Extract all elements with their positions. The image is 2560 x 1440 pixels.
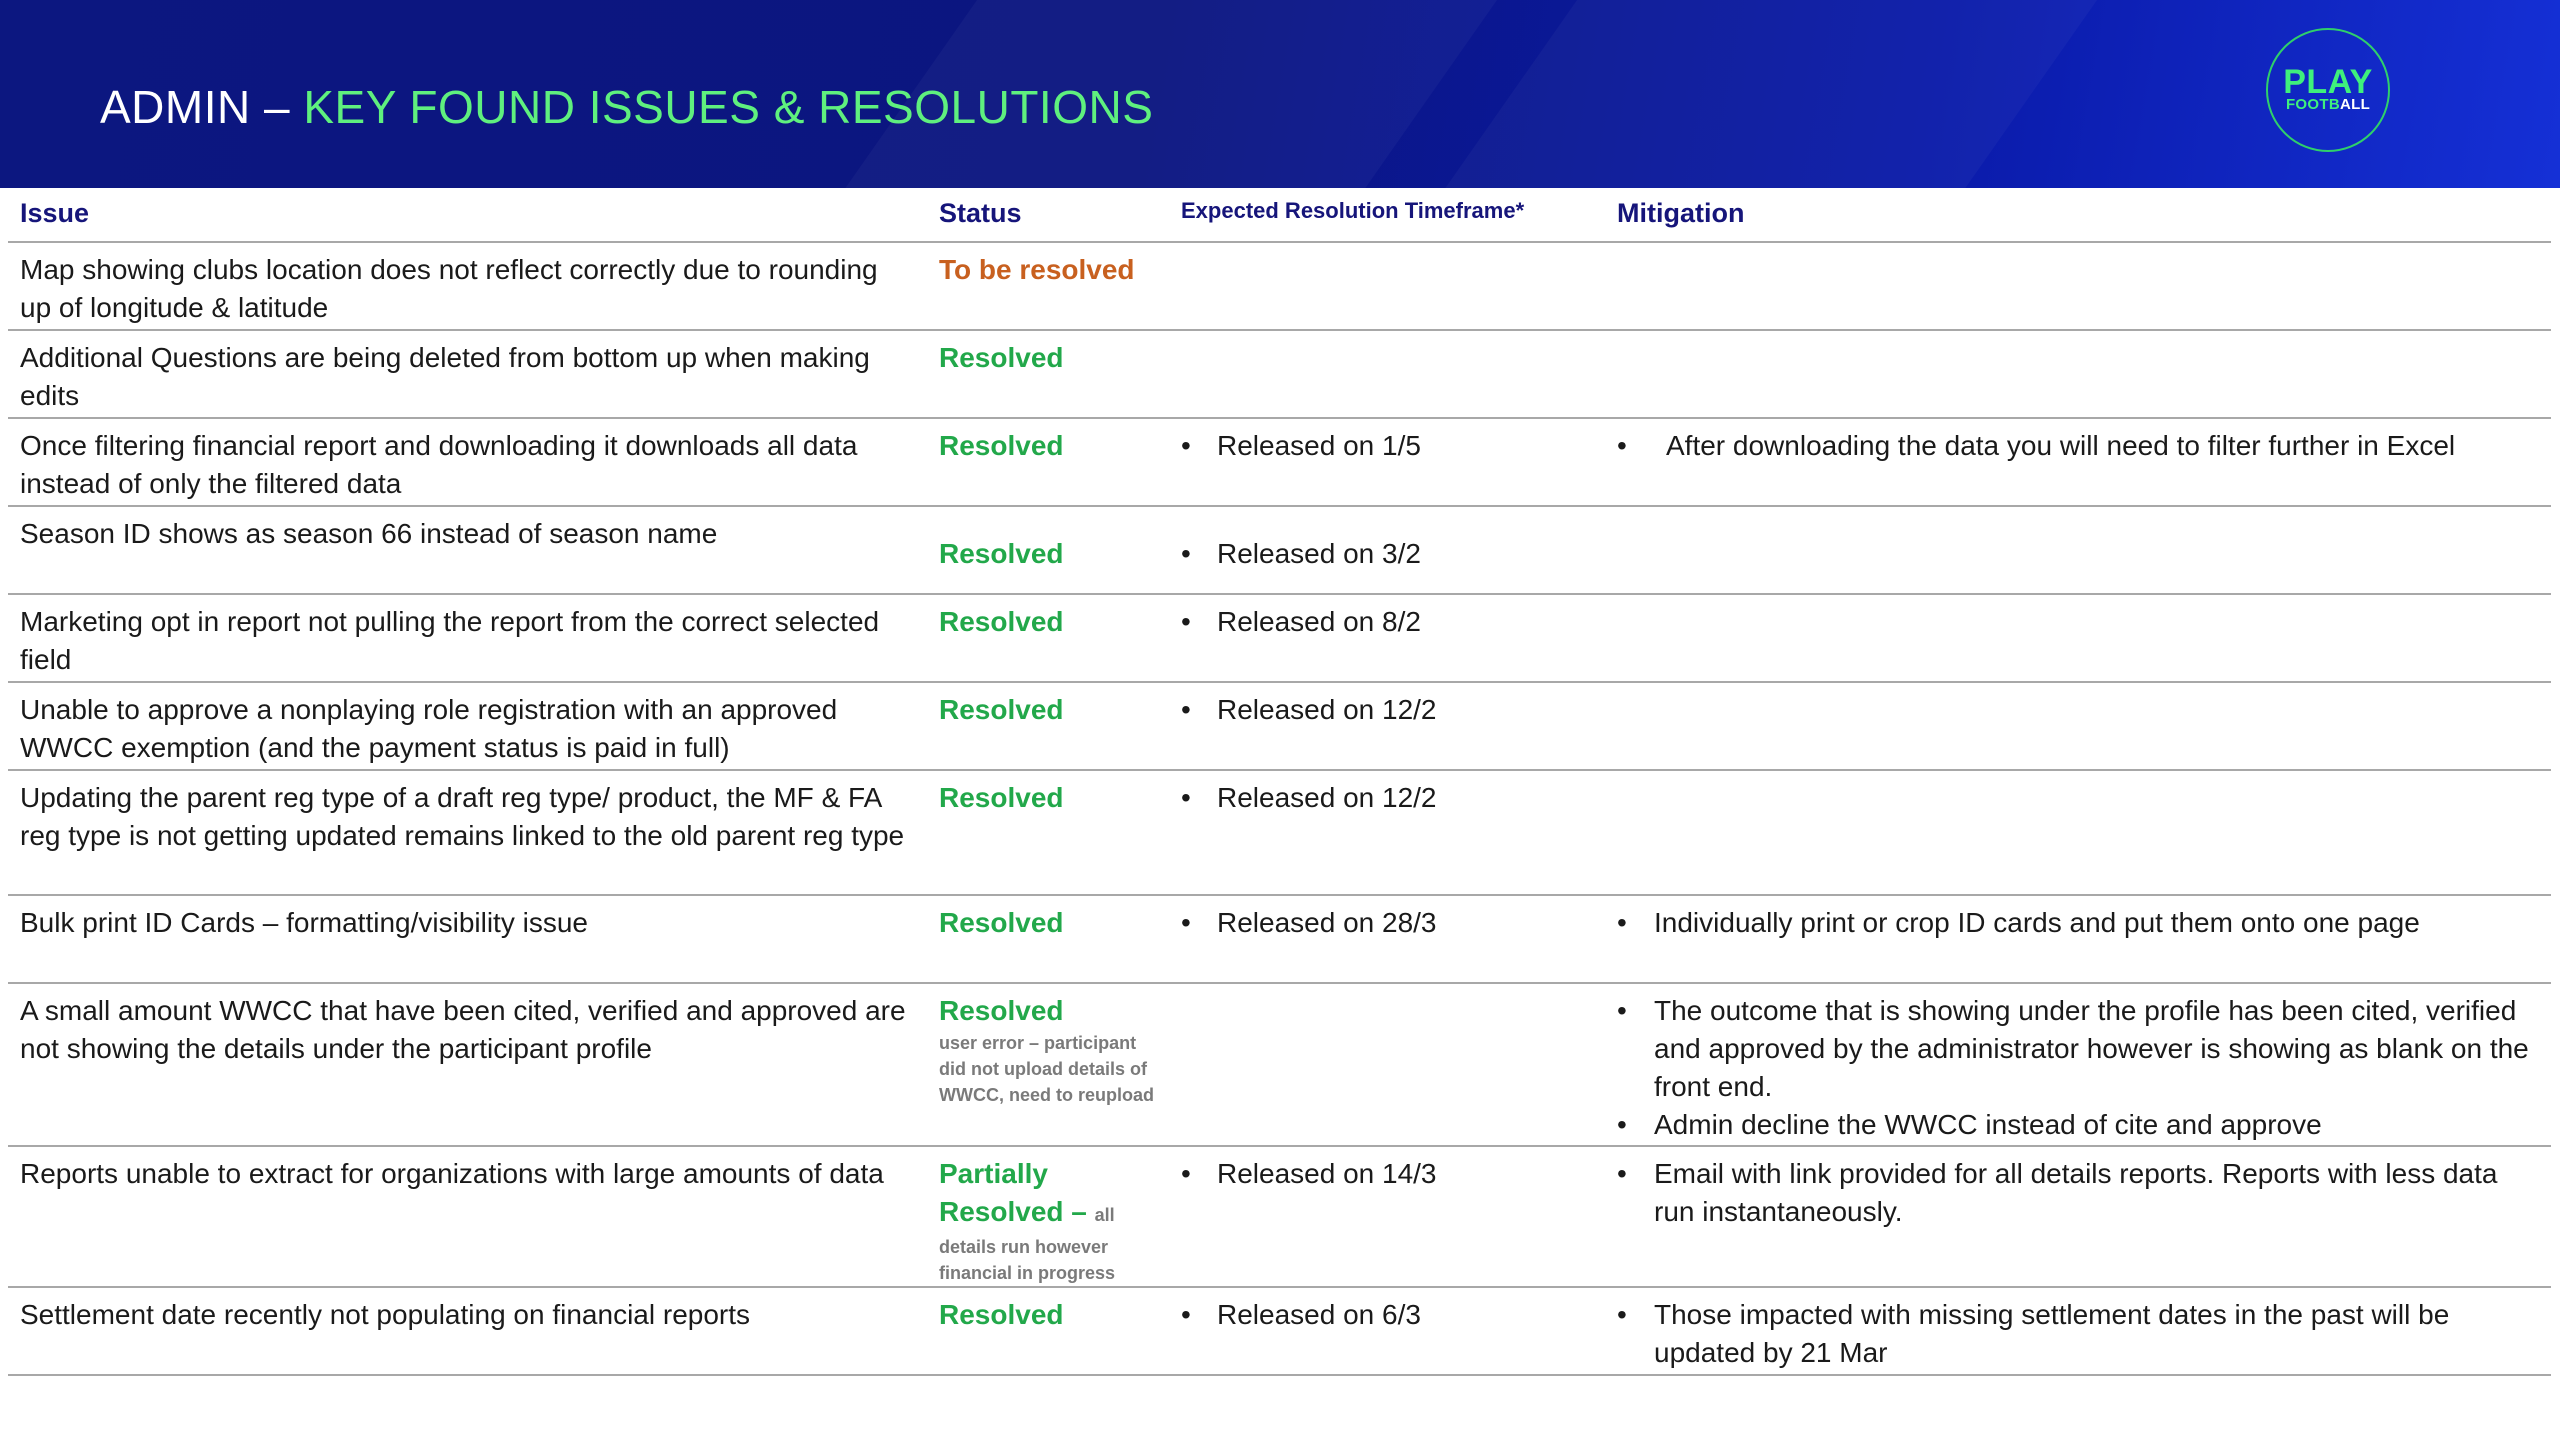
timeframe-cell	[1169, 1146, 1605, 1287]
issue-cell: Updating the parent reg type of a draft reg type/ product, the MF & FA reg type is not getting updated remains linked to the old parent reg type	[8, 770, 927, 895]
status-cell	[927, 895, 1169, 983]
table-row	[8, 770, 2551, 895]
table-row	[8, 1146, 2551, 1287]
table-row	[8, 594, 2551, 682]
mitigation-cell	[1605, 682, 2551, 770]
column-header-mitigation: Mitigation	[1605, 188, 2551, 242]
timeframe-cell	[1169, 682, 1605, 770]
status-cell	[927, 594, 1169, 682]
timeframe-cell	[1169, 506, 1605, 594]
table-row	[8, 1287, 2551, 1375]
issue-cell: Unable to approve a nonplaying role registration with an approved WWCC exemption (and the payment status is paid in full)	[8, 682, 927, 770]
column-header-issue: Issue	[8, 188, 927, 242]
mitigation-cell	[1605, 770, 2551, 895]
mitigation-cell	[1605, 242, 2551, 330]
mitigation-cell	[1605, 330, 2551, 418]
mitigation-cell	[1605, 895, 2551, 983]
list-item: • Released on 1/5	[1181, 427, 1593, 465]
status-note-inline: all	[1094, 1205, 1115, 1225]
status-badge: Resolved	[939, 538, 1064, 569]
status-cell	[927, 1287, 1169, 1375]
table-row	[8, 682, 2551, 770]
status-badge: Resolved	[939, 995, 1064, 1026]
issue-cell: A small amount WWCC that have been cited, verified and approved are not showing the details under the participant profile	[8, 983, 927, 1146]
issue-cell: Once filtering financial report and downloading it downloads all data instead of only the filtered data	[8, 418, 927, 506]
title-prefix: ADMIN –	[100, 81, 304, 133]
title-banner	[0, 0, 2560, 188]
status-badge: Resolved	[939, 1299, 1064, 1330]
list-item: • Email with link provided for all details reports. Reports with less data run instantaneously.	[1617, 1155, 2539, 1231]
mitigation-cell	[1605, 983, 2551, 1146]
list-item: • Released on 8/2	[1181, 603, 1593, 641]
status-cell	[927, 1146, 1169, 1287]
status-cell	[927, 330, 1169, 418]
table-row	[8, 506, 2551, 594]
status-cell	[927, 770, 1169, 895]
status-note: details run however financial in progress	[939, 1237, 1116, 1283]
status-badge-line2: Resolved –	[939, 1196, 1095, 1227]
status-note: user error – participant did not upload details of WWCC, need to reupload	[939, 1033, 1154, 1105]
issue-cell: Marketing opt in report not pulling the report from the correct selected field	[8, 594, 927, 682]
timeframe-cell	[1169, 242, 1605, 330]
mitigation-cell	[1605, 1287, 2551, 1375]
status-badge: Resolved	[939, 430, 1064, 461]
status-badge: To be resolved	[939, 254, 1135, 285]
list-item: • Released on 6/3	[1181, 1296, 1593, 1334]
list-item: • Released on 14/3	[1181, 1155, 1593, 1193]
status-badge: Resolved	[939, 782, 1064, 813]
page-title	[100, 81, 1154, 133]
table-row	[8, 242, 2551, 330]
list-item: • Released on 12/2	[1181, 691, 1593, 729]
status-cell	[927, 983, 1169, 1146]
status-badge-line1: Partially	[939, 1158, 1048, 1189]
status-cell	[927, 506, 1169, 594]
table-header-row	[8, 188, 2551, 242]
column-header-timeframe: Expected Resolution Timeframe*	[1169, 188, 1605, 242]
mitigation-cell	[1605, 418, 2551, 506]
list-item: • Released on 3/2	[1181, 535, 1593, 573]
status-badge: Resolved	[939, 907, 1064, 938]
issue-cell: Additional Questions are being deleted from bottom up when making edits	[8, 330, 927, 418]
table-row	[8, 983, 2551, 1146]
title-highlight: KEY FOUND ISSUES & RESOLUTIONS	[303, 81, 1154, 133]
status-cell	[927, 418, 1169, 506]
table-row	[8, 418, 2551, 506]
timeframe-cell	[1169, 1287, 1605, 1375]
status-badge: Resolved	[939, 694, 1064, 725]
list-item: • Those impacted with missing settlement dates in the past will be updated by 21 Mar	[1617, 1296, 2539, 1372]
column-header-status: Status	[927, 188, 1169, 242]
timeframe-cell	[1169, 983, 1605, 1146]
issue-cell: Season ID shows as season 66 instead of season name	[8, 506, 927, 594]
timeframe-cell	[1169, 330, 1605, 418]
timeframe-cell	[1169, 594, 1605, 682]
status-badge: Resolved	[939, 342, 1064, 373]
issue-cell: Settlement date recently not populating on financial reports	[8, 1287, 927, 1375]
mitigation-cell	[1605, 506, 2551, 594]
list-item: • Released on 12/2	[1181, 779, 1593, 817]
status-cell	[927, 242, 1169, 330]
status-badge: Resolved	[939, 606, 1064, 637]
list-item: • After downloading the data you will need to filter further in Excel	[1617, 427, 2539, 465]
status-cell	[927, 682, 1169, 770]
mitigation-cell	[1605, 594, 2551, 682]
list-item: • Released on 28/3	[1181, 904, 1593, 942]
timeframe-cell	[1169, 770, 1605, 895]
mitigation-cell	[1605, 1146, 2551, 1287]
issues-table	[8, 188, 2551, 1376]
issue-cell: Map showing clubs location does not reflect correctly due to rounding up of longitude & latitude	[8, 242, 927, 330]
timeframe-cell	[1169, 418, 1605, 506]
timeframe-cell	[1169, 895, 1605, 983]
table-row	[8, 895, 2551, 983]
issue-cell: Bulk print ID Cards – formatting/visibility issue	[8, 895, 927, 983]
list-item: • The outcome that is showing under the profile has been cited, verified and approved by the administrator however is showing as blank on the front end.	[1617, 992, 2539, 1106]
issue-cell: Reports unable to extract for organizations with large amounts of data	[8, 1146, 927, 1287]
table-row	[8, 330, 2551, 418]
play-football-logo: PLAY FOOTBALL	[2266, 28, 2390, 152]
list-item: • Individually print or crop ID cards and put them onto one page	[1617, 904, 2539, 942]
list-item: • Admin decline the WWCC instead of cite and approve	[1617, 1106, 2539, 1144]
